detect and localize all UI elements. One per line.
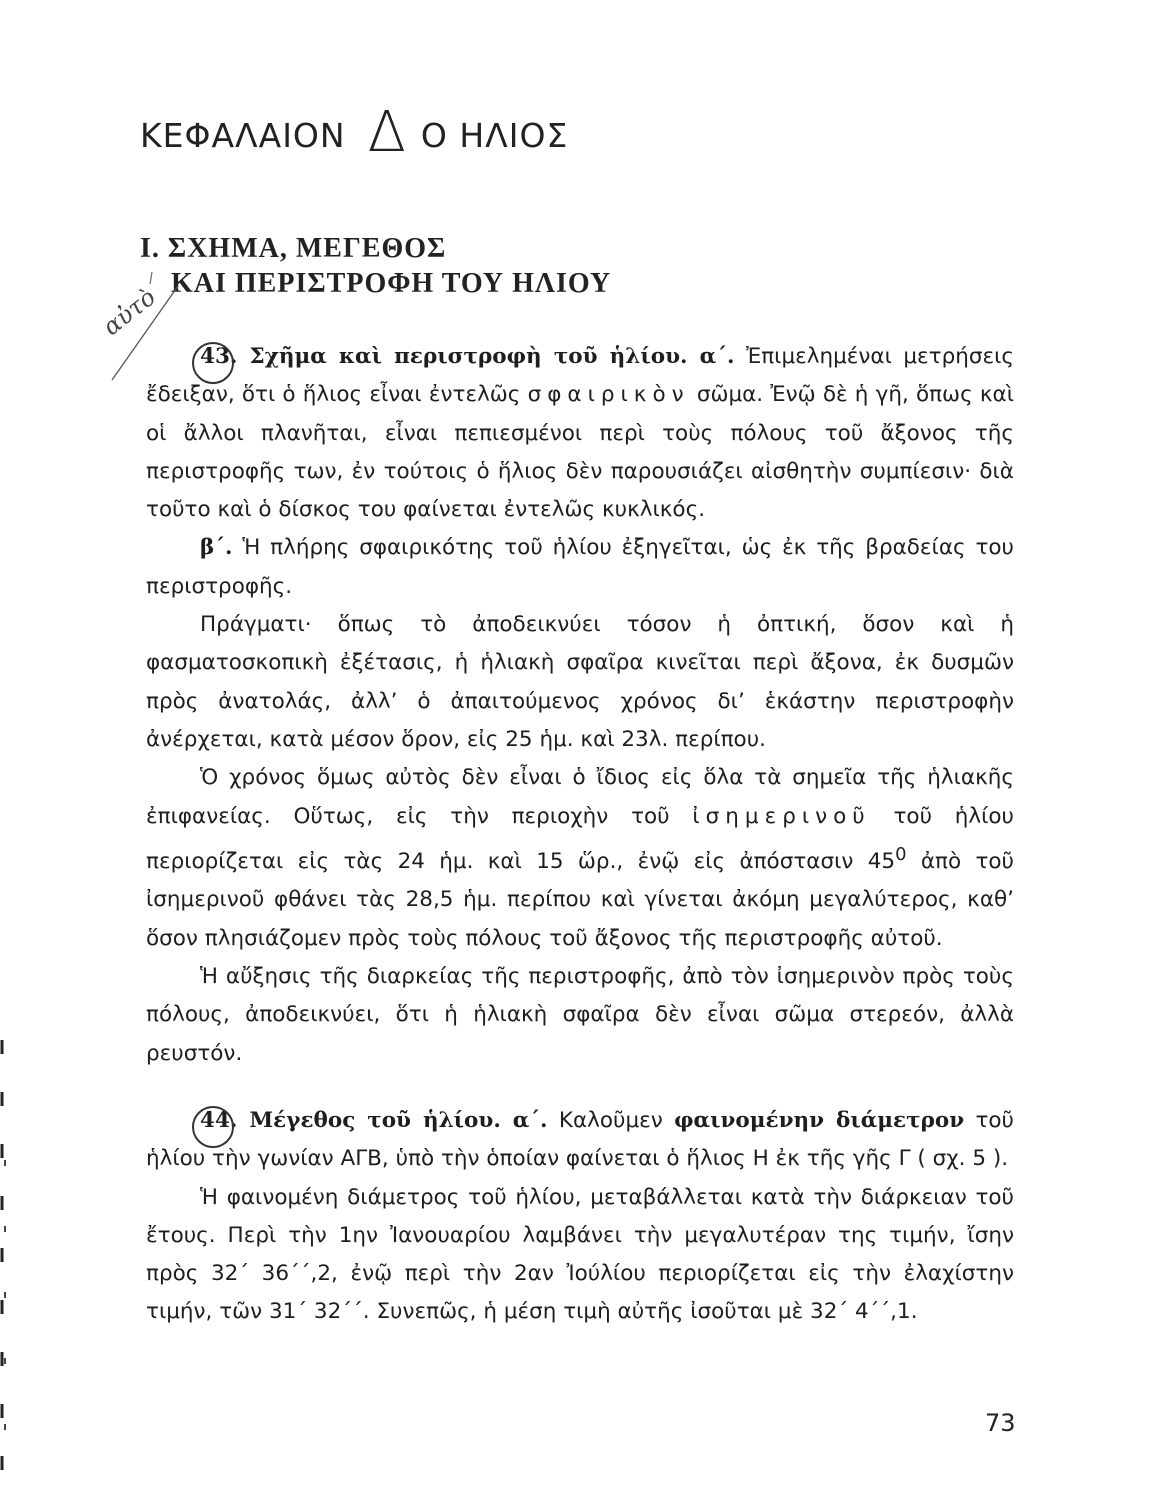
paragraph-number-44: 44 <box>200 1108 230 1133</box>
subpoint-b-label: β΄. <box>200 535 233 561</box>
paragraph-43-conclusion: Ἡ αὔξησις τῆς διαρκείας τῆς περιστροφῆς, ἀπὸ τὸν ἰσημερινὸν πρὸς τοὺς πόλους, ἀποδεικνύει, ὅτι ἡ ἡλιακὴ σφαῖρα δὲν εἶναι σῶμα στερεόν, ἀλλὰ ρευστόν. <box>146 963 1014 1066</box>
emphasis-equator: ἰσημερινοῦ <box>692 803 871 829</box>
handwritten-margin-note: αὐτὸ <box>97 282 161 342</box>
paragraph-43-rotation: Πράγματι· ὅπως τὸ ἀποδεικνύει τόσον ἡ ὀπτική, ὅσον καὶ ἡ φασματοσκοπικὴ ἐξέτασις, ἡ ἡλιακὴ σφαῖρα κινεῖται περὶ ἄξονα, ἐκ δυσμῶν πρὸς ἀνατολάς, ἀλλ’ ὁ ἀπαιτούμενος χρόνος δι’ ἑκάστην περιστροφὴν ἀνέρχεται, κατὰ μέσον ὅρον, εἰς 25 ἡμ. καὶ 23λ. περίπου. <box>146 612 1014 752</box>
chapter-title: Ο ΗΛΙΟΣ <box>420 116 569 155</box>
degree-sup: 0 <box>895 843 907 865</box>
scan-edge-marks <box>0 0 14 1500</box>
paragraph-43 <box>146 338 1014 1073</box>
emphasis-spherical: σφαιρικὸν <box>527 382 690 408</box>
paragraph-44-diameter-variation: Ἡ φαινομένη διάμετρος τοῦ ἡλίου, μεταβάλλεται κατὰ τὴν διάρκειαν τοῦ ἔτους. Περὶ τὴν 1ην Ἰανουαρίου λαμβάνει τὴν μεγαλυτέραν της τιμήν, ἴσην πρὸς 32΄ 36΄΄,2, ἐνῷ περὶ τὴν 2αν Ἰούλίου περιορίζεται εἰς τὴν ἐλαχίστην τιμήν, τῶν 31΄ 32΄΄. Συνεπῶς, ἡ μέση τιμὴ αὐτῆς ἰσοῦται μὲ 32΄ 4΄΄,1. <box>146 1184 1014 1325</box>
paragraph-44-part-a <box>146 1102 1014 1179</box>
paragraph-43-part-a <box>146 338 1014 529</box>
paragraph-43-text-a: Ἐπιμελημέναι μετρήσεις ἔδειξαν, ὅτι ὁ ἥλιος εἶναι ἐντελῶς <box>146 344 1014 408</box>
paragraph-43-part-b <box>146 529 1014 606</box>
paragraph-43-text-b: σῶμα. Ἐνῷ δὲ ἡ γῆ, ὅπως καὶ οἱ ἄλλοι πλανῆται, εἶναι πεπιεσμένοι περὶ τοὺς πόλους τοῦ ἄξονος τῆς περιστροφῆς των, ἐν τούτοις ὁ ἥλιος δὲν παρουσιάζει αἰσθητὴν συμπίεσιν· διὰ τοῦτο καὶ ὁ δίσκος του φαίνεται ἐντελῶς κυκλικός. <box>146 382 1014 523</box>
hand-drawn-circle <box>192 342 234 384</box>
chapter-letter: Δ <box>367 100 407 165</box>
emphasis-apparent-diameter: φαινομένην διάμετρον <box>674 1108 965 1133</box>
paragraph-44 <box>146 1102 1014 1332</box>
paragraph-number-43: 43 <box>200 344 230 369</box>
paragraph-43-rotation-time: Ὁ χρόνος ὅμως αὐτὸς δὲν εἶναι ὁ ἴδιος εἰς ὅλα τὰ σημεῖα τῆς ἡλιακῆς ἐπιφανείας. Οὕτως, εἰς τὴν περιοχὴν τοῦ ἰσημερινοῦ τοῦ ἡλίου περιορίζεται εἰς τὰς 24 ἡμ. καὶ 15 ὥρ., ἐνῷ εἰς ἀπόστασιν $45^0$ ἀπὸ τοῦ ἰσημερινοῦ φθάνει τὰς 28,5 ἡμ. περίπου καὶ γίνεται ἀκόμη μεγαλύτερος, καθ’ ὅσον πλησιάζομεν πρὸς τοὺς πόλους τοῦ ἄξονος τῆς περιστροφῆς αὐτοῦ. <box>146 765 1014 951</box>
hand-drawn-circle <box>192 1106 234 1148</box>
page-number: 73 <box>985 1409 1016 1437</box>
paragraph-44-text-b: τοῦ ἡλίου τὴν γωνίαν ΑΓΒ, ὑπὸ τὴν ὁποίαν φαίνεται ὁ ἥλιος Η ἐκ τῆς γῆς Γ ( σχ. 5 ). <box>146 1108 1014 1172</box>
subpoint-b-text: Ἡ πλήρης σφαιρικότης τοῦ ἡλίου ἐξηγεῖται, ὡς ἐκ τῆς βραδείας του περιστροφῆς. <box>146 535 1014 599</box>
section-heading-line2: ΚΑΙ ΠΕΡΙΣΤΡΟΦΗ ΤΟΥ ΗΛΙΟΥ <box>171 268 612 299</box>
paragraph-43-heading: . Σχῆμα καὶ περιστροφὴ τοῦ ἡλίου. α΄. <box>229 344 735 369</box>
section-heading-line1: Ι. ΣΧΗΜΑ, ΜΕΓΕΘΟΣ <box>140 233 447 264</box>
chapter-label: ΚΕΦΑΛΑΙΟΝ <box>140 116 346 155</box>
paragraph-44-text-a: Καλοῦμεν <box>547 1108 675 1133</box>
paragraph-44-heading: . Μέγεθος τοῦ ἡλίου. α΄. <box>229 1108 548 1133</box>
